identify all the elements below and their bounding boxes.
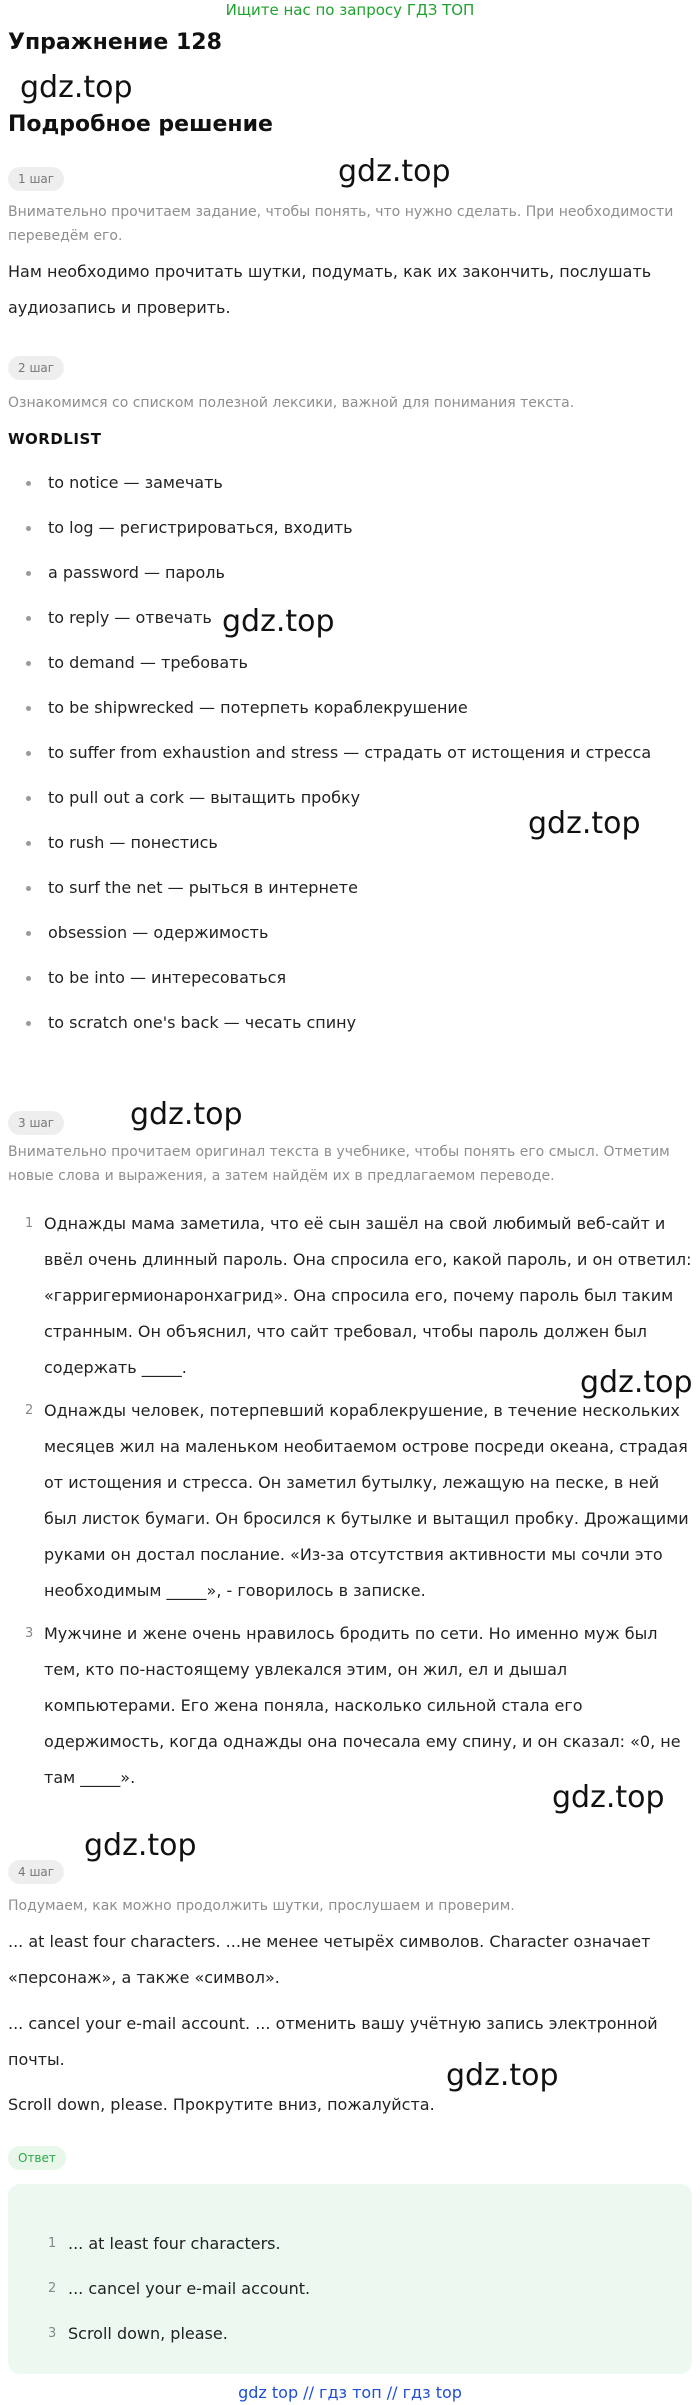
watermark: gdz.top (222, 604, 335, 639)
paragraph-number: 3 (25, 1626, 34, 1641)
list-item: to pull out a cork — вытащить пробку (26, 780, 651, 825)
list-item: to demand — требовать (26, 645, 651, 690)
paragraph-text: Однажды человек, потерпевший кораблекрушение, в течение нескольких месяцев жил на маленьком необитаемом острове посреди океана, страдая от истощения и стресса. Он заметил бутылку, лежащую на песке, в ней был листок бумаги. Он бросился к бутылке и вытащил пробку. Дрожащими руками он достал послание. «Из-за отсутствия активности мы сочли это необходимым _____», - говорилось в записке. (44, 1401, 689, 1600)
paragraph (8, 1393, 692, 1609)
section-heading: Подробное решение (8, 112, 273, 137)
list-item: to surf the net — рыться в интернете (26, 870, 651, 915)
paragraph-text: Однажды мама заметила, что её сын зашёл на свой любимый веб-сайт и ввёл очень длинный пароль. Она спросила его, какой пароль, и он ответил: «гарригермионаронхагрид». Она спросила его, почему пароль был таким странным. Он объяснил, что сайт требовал, чтобы пароль должен был содержать _____. (44, 1214, 692, 1377)
paragraph (8, 1616, 692, 1796)
paragraph-number: 1 (25, 1216, 34, 1231)
text-paragraphs (8, 1206, 692, 1803)
step-instruction: Внимательно прочитаем оригинал текста в учебнике, чтобы понять его смысл. Отметим новые слова и выражения, а затем найдём их в предлагаемом переводе. (8, 1144, 670, 1184)
watermark: gdz.top (580, 1365, 693, 1400)
watermark: gdz.top (528, 806, 641, 841)
step-badge: 4 шаг (8, 1860, 64, 1884)
step-line: ... cancel your e-mail account. ... отменить вашу учётную запись электронной почты. (8, 2014, 658, 2069)
answer-badge: Ответ (8, 2146, 66, 2170)
step-badge: 1 шаг (8, 167, 64, 191)
wordlist (26, 465, 651, 1050)
list-item: to suffer from exhaustion and stress — страдать от истощения и стресса (26, 735, 651, 780)
answer-text: ... cancel your e-mail account. (68, 2279, 311, 2298)
answer-item (8, 2271, 692, 2316)
list-item: to scratch one's back — чесать спину (26, 1005, 651, 1050)
step-instruction: Внимательно прочитаем задание, чтобы понять, что нужно сделать. При необходимости переведём его. (8, 204, 674, 244)
paragraph (8, 1206, 692, 1386)
list-item: to notice — замечать (26, 465, 651, 510)
list-item: obsession — одержимость (26, 915, 651, 960)
footer-links[interactable]: gdz top // гдз топ // гдз top (238, 2383, 462, 2402)
answer-text: ... at least four characters. (68, 2234, 281, 2253)
wordlist-title: WORDLIST (8, 430, 102, 448)
step-instruction: Подумаем, как можно продолжить шутки, прослушаем и проверим. (8, 1898, 515, 1914)
top-banner: Ищите нас по запросу ГДЗ ТОП (225, 1, 475, 19)
watermark: gdz.top (338, 154, 451, 189)
answer-number: 3 (48, 2326, 57, 2341)
list-item: a password — пароль (26, 555, 651, 600)
step-line: ... at least four characters. ...не менее четырёх символов. Character означает «персонаж», а также «символ». (8, 1932, 651, 1987)
paragraph-number: 2 (25, 1403, 34, 1418)
answer-number: 2 (48, 2281, 57, 2296)
answer-list (8, 2226, 692, 2361)
answer-item (8, 2316, 692, 2361)
watermark: gdz.top (446, 2058, 559, 2093)
step-text: Нам необходимо прочитать шутки, подумать, как их закончить, послушать аудиозапись и проверить. (8, 262, 652, 317)
list-item: to be into — интересоваться (26, 960, 651, 1005)
watermark: gdz.top (130, 1097, 243, 1132)
answer-text: Scroll down, please. (68, 2324, 228, 2343)
list-item: to be shipwrecked — потерпеть кораблекрушение (26, 690, 651, 735)
step-instruction: Ознакомимся со списком полезной лексики, важной для понимания текста. (8, 395, 575, 411)
page-title: Упражнение 128 (8, 30, 222, 55)
step-line: Scroll down, please. Прокрутите вниз, пожалуйста. (8, 2095, 435, 2114)
answer-number: 1 (48, 2236, 57, 2251)
step-badge: 2 шаг (8, 356, 64, 380)
list-item: to reply — отвечать (26, 600, 651, 645)
answer-item (8, 2226, 692, 2271)
list-item: to log — регистрироваться, входить (26, 510, 651, 555)
step-badge: 3 шаг (8, 1111, 64, 1135)
list-item: to rush — понестись (26, 825, 651, 870)
watermark: gdz.top (20, 70, 133, 105)
watermark: gdz.top (84, 1828, 197, 1863)
watermark: gdz.top (552, 1780, 665, 1815)
paragraph-text: Мужчине и жене очень нравилось бродить по сети. Но именно муж был тем, кто по-настоящему увлекался этим, он жил, ел и дышал компьютерами. Его жена поняла, насколько сильной стала его одержимость, когда однажды она почесала ему спину, и он сказал: «0, не там _____». (44, 1624, 681, 1787)
